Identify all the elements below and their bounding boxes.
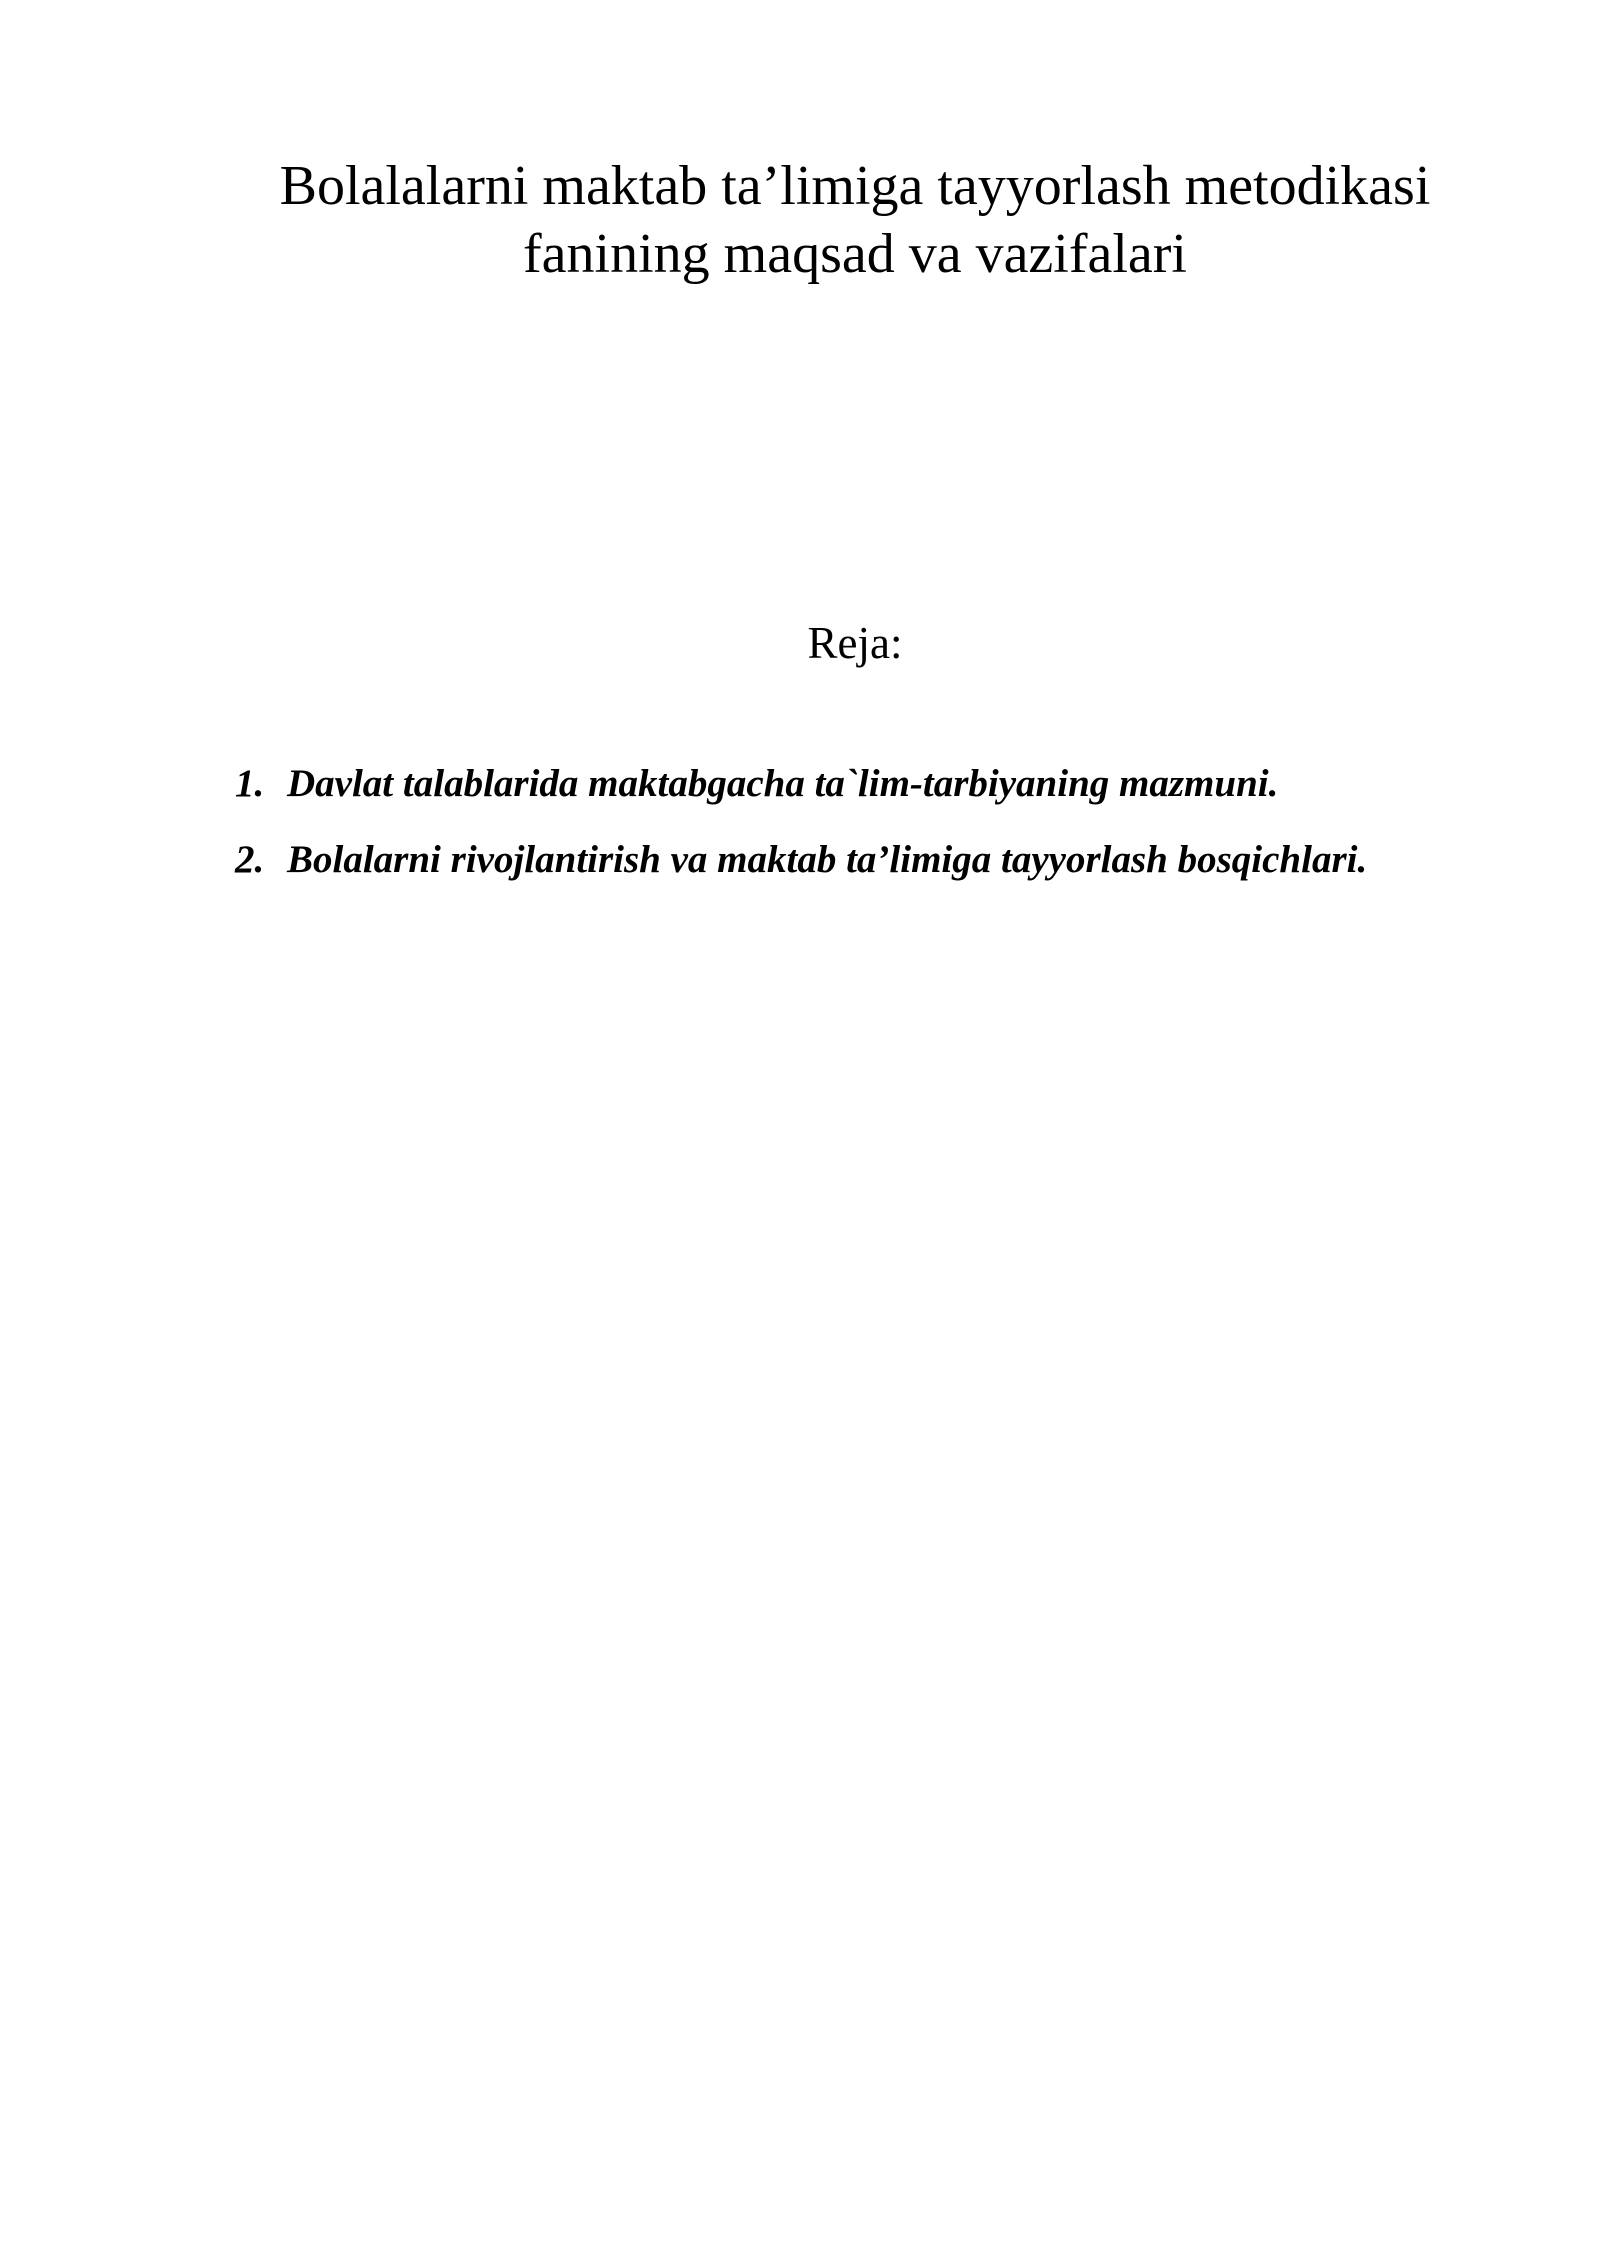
- document-title-line-1: Bolalalarni maktab ta’limiga tayyorlash metodikasi: [279, 155, 1431, 217]
- plan-item-2: [235, 834, 1535, 886]
- plan-item-number: 2.: [235, 838, 265, 881]
- plan-item-1: [235, 758, 1535, 810]
- plan-item-text: Bolalarni rivojlantirish va maktab ta’limiga tayyorlash bosqichlari.: [287, 838, 1368, 881]
- document-title: [235, 152, 1475, 288]
- plan-list: [235, 758, 1535, 910]
- plan-item-number: 1.: [235, 762, 265, 805]
- plan-heading: Reja:: [807, 618, 903, 668]
- plan-item-text: Davlat talablarida maktabgacha ta`lim-tarbiyaning mazmuni.: [287, 762, 1279, 805]
- document-title-line-2: fanining maqsad va vazifalari: [523, 223, 1187, 285]
